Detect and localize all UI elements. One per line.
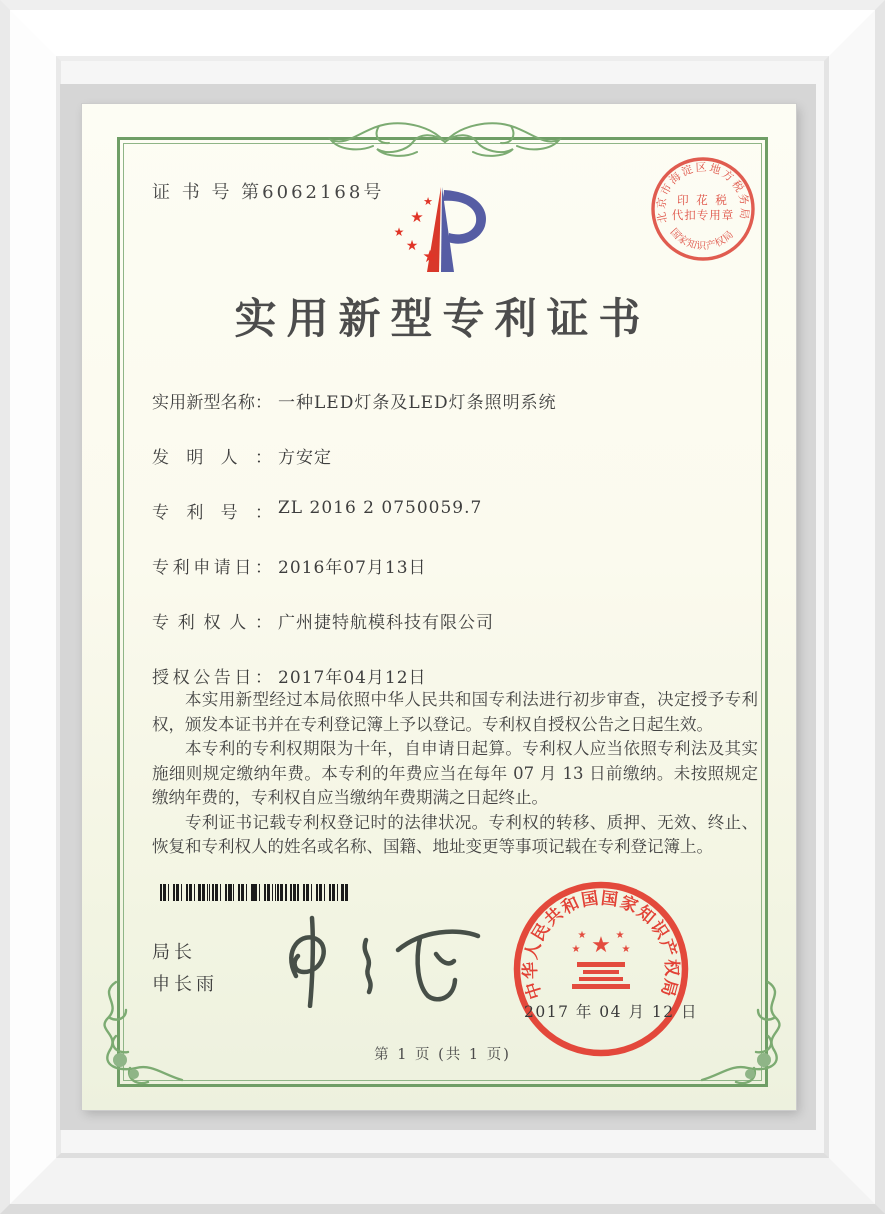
field-label: 专利号：	[152, 503, 272, 523]
field-row-filing-date	[152, 553, 752, 578]
tax-stamp-center-line2: 代扣专用章	[671, 208, 735, 222]
svg-text:★: ★	[615, 930, 625, 941]
national-emblem-icon	[572, 930, 631, 989]
field-value: 2016年07月13日	[278, 558, 427, 578]
director-handwritten-signature	[266, 908, 491, 1008]
svg-text:★: ★	[621, 944, 631, 955]
field-row-utility-model-name	[152, 388, 752, 413]
border-top-flourish-ornament	[325, 116, 565, 162]
field-value: 方安定	[278, 448, 332, 468]
field-label: 授权公告日：	[152, 668, 272, 688]
tax-stamp-arc-bottom-text: 国家知识产权局	[667, 226, 736, 253]
field-value: 2017年04月12日	[278, 668, 427, 688]
svg-text:★: ★	[423, 195, 433, 208]
field-value: 一种LED灯条及LED灯条照明系统	[278, 393, 557, 413]
sipo-patent-office-logo-icon	[386, 184, 498, 284]
issuer-name: 申长雨	[152, 974, 218, 995]
seal-date: 2017 年 04 月 12 日	[524, 1003, 699, 1021]
field-row-inventor	[152, 443, 752, 468]
page-number-footer: 第 1 页 (共 1 页)	[374, 1047, 511, 1063]
border-bottom-right-flourish-ornament	[688, 978, 798, 1096]
field-label: 实用新型名称：	[152, 393, 272, 413]
certificate-number: 证 书 号 第6062168号	[152, 182, 385, 203]
legal-paragraph-2: 本专利的专利权期限为十年，自申请日起算。专利权人应当依照专利法及其实施细则规定缴纳年费。本专利的年费应当在每年 07 月 13 日前缴纳。未按照规定缴纳年费的，专利权自应当缴纳年费期满之日起终止。	[152, 739, 758, 807]
tax-stamp-center-line1: 印 花 税	[677, 193, 729, 207]
svg-text:★: ★	[591, 933, 611, 958]
field-label: 专利权人：	[152, 613, 272, 633]
certificate-title: 实用新型专利证书	[234, 294, 651, 343]
svg-text:★: ★	[571, 944, 581, 955]
field-row-patent-number	[152, 498, 752, 523]
legal-paragraph-1: 本实用新型经过本局依照中华人民共和国专利法进行初步审查，决定授予专利权，颁发本证书并在专利登记簿上予以登记。专利权自授权公告之日起生效。	[152, 690, 758, 734]
field-label: 专利申请日：	[152, 558, 272, 578]
seal-ring-text: 中华人民共和国国家知识产权局	[520, 888, 682, 1002]
certificate-barcode	[160, 884, 350, 901]
legal-paragraph-3: 专利证书记载专利权登记时的法律状况。专利权的转移、质押、无效、终止、恢复和专利权人的姓名或名称、国籍、地址变更等事项记载在专利登记簿上。	[152, 812, 758, 856]
svg-text:★: ★	[393, 225, 405, 239]
legal-text-block	[152, 688, 758, 860]
field-row-grant-date	[152, 663, 752, 688]
stamp-tax-red-stamp	[644, 150, 762, 268]
sipo-official-red-seal	[506, 874, 699, 1064]
field-value: 广州捷特航模科技有限公司	[278, 613, 494, 633]
issuer-title-label: 局长	[152, 942, 196, 963]
svg-text:★: ★	[577, 930, 587, 941]
svg-text:★: ★	[405, 238, 419, 254]
tax-stamp-arc-top-text: 北京市海淀区地方税务局	[654, 160, 752, 225]
field-label: 发明人：	[152, 448, 272, 468]
field-row-patentee	[152, 608, 752, 633]
svg-text:国家知识产权局	[668, 226, 736, 252]
field-value: ZL 2016 2 0750059.7	[278, 498, 483, 518]
svg-text:★: ★	[410, 208, 424, 226]
svg-text:★: ★	[422, 247, 438, 267]
